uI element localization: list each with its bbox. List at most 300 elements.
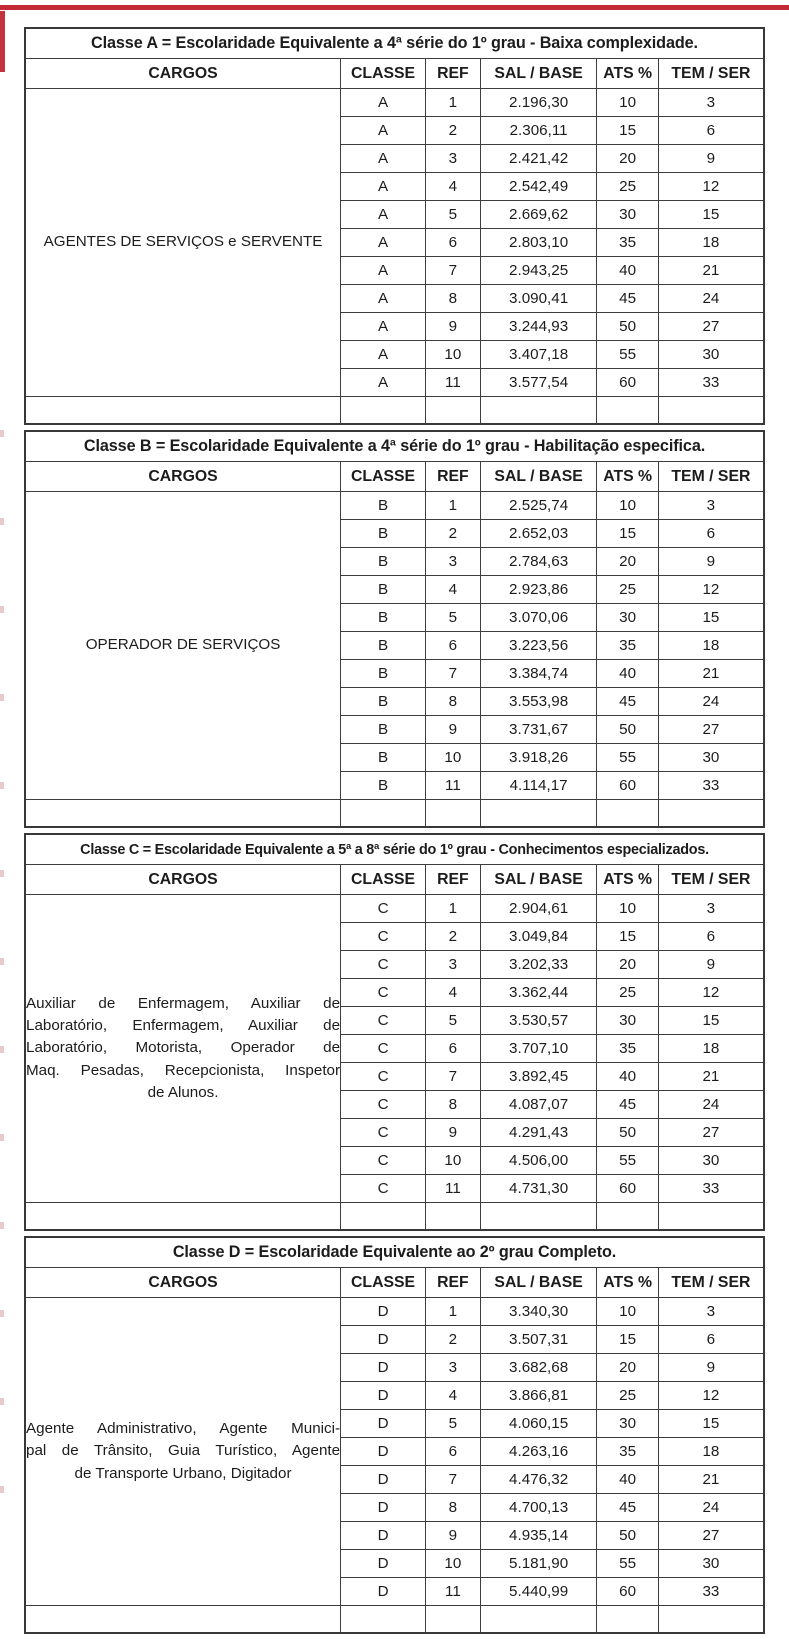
table-row (25, 492, 764, 520)
cell-classe: C (341, 923, 426, 951)
cell-ref: 9 (426, 1119, 481, 1147)
empty-cell (480, 800, 597, 828)
cell-sal-base: 2.803,10 (480, 229, 597, 257)
cell-classe: A (341, 117, 426, 145)
empty-cell (25, 1606, 341, 1634)
cell-ats: 30 (597, 201, 658, 229)
cell-sal-base: 3.362,44 (480, 979, 597, 1007)
cell-sal-base: 2.923,86 (480, 576, 597, 604)
cell-classe: C (341, 1063, 426, 1091)
cell-tem-ser: 21 (658, 1466, 764, 1494)
cell-sal-base: 4.263,16 (480, 1438, 597, 1466)
table-header-row (25, 865, 764, 895)
cell-ref: 8 (426, 1091, 481, 1119)
scan-edge-artifacts (0, 430, 4, 1560)
column-header-sal-base: SAL / BASE (480, 1268, 597, 1298)
empty-cell (426, 800, 481, 828)
cell-ref: 7 (426, 1063, 481, 1091)
cell-sal-base: 3.731,67 (480, 716, 597, 744)
cell-classe: A (341, 89, 426, 117)
cell-ref: 10 (426, 744, 481, 772)
empty-cell (480, 1203, 597, 1231)
empty-cell (597, 1606, 658, 1634)
cell-ats: 15 (597, 117, 658, 145)
cell-ats: 50 (597, 313, 658, 341)
cell-tem-ser: 18 (658, 1035, 764, 1063)
cell-sal-base: 3.090,41 (480, 285, 597, 313)
column-header-tem-ser: TEM / SER (658, 59, 764, 89)
column-header-tem-ser: TEM / SER (658, 462, 764, 492)
cell-classe: D (341, 1326, 426, 1354)
empty-cell (426, 1606, 481, 1634)
table-title-classe-c: Classe C = Escolaridade Equivalente a 5ª a 8ª série do 1º grau - Conhecimentos especializados. (25, 834, 764, 865)
cell-sal-base: 2.904,61 (480, 895, 597, 923)
empty-cell (426, 1203, 481, 1231)
cell-sal-base: 3.384,74 (480, 660, 597, 688)
cell-sal-base: 4.506,00 (480, 1147, 597, 1175)
cell-ats: 40 (597, 257, 658, 285)
cell-sal-base: 3.223,56 (480, 632, 597, 660)
empty-row (25, 800, 764, 828)
table-title-row (25, 28, 764, 59)
column-header-ats: ATS % (597, 59, 658, 89)
cell-ref: 9 (426, 313, 481, 341)
cell-classe: C (341, 895, 426, 923)
empty-cell (25, 1203, 341, 1231)
cell-ats: 25 (597, 173, 658, 201)
cell-tem-ser: 9 (658, 145, 764, 173)
cell-ats: 60 (597, 1578, 658, 1606)
cell-classe: D (341, 1298, 426, 1326)
cell-tem-ser: 3 (658, 89, 764, 117)
cell-sal-base: 3.202,33 (480, 951, 597, 979)
cell-tem-ser: 33 (658, 1175, 764, 1203)
cell-tem-ser: 30 (658, 1550, 764, 1578)
cell-tem-ser: 12 (658, 1382, 764, 1410)
cell-ref: 6 (426, 1035, 481, 1063)
cell-ats: 20 (597, 951, 658, 979)
cell-tem-ser: 9 (658, 951, 764, 979)
cell-ats: 45 (597, 285, 658, 313)
cell-classe: A (341, 285, 426, 313)
cell-tem-ser: 27 (658, 313, 764, 341)
cell-ats: 15 (597, 1326, 658, 1354)
cell-classe: B (341, 520, 426, 548)
empty-cell (25, 800, 341, 828)
empty-cell (658, 800, 764, 828)
cell-tem-ser: 18 (658, 632, 764, 660)
column-header-sal-base: SAL / BASE (480, 462, 597, 492)
cell-sal-base: 4.731,30 (480, 1175, 597, 1203)
cell-ref: 4 (426, 576, 481, 604)
cell-ref: 1 (426, 89, 481, 117)
table-header-row (25, 59, 764, 89)
cell-ats: 45 (597, 688, 658, 716)
salary-table-classe-b (24, 430, 765, 828)
cell-ref: 3 (426, 1354, 481, 1382)
cell-ats: 55 (597, 1147, 658, 1175)
table-title-classe-a: Classe A = Escolaridade Equivalente a 4ª série do 1º grau - Baixa complexidade. (25, 28, 764, 59)
cell-sal-base: 2.525,74 (480, 492, 597, 520)
cell-tem-ser: 18 (658, 229, 764, 257)
cell-sal-base: 2.542,49 (480, 173, 597, 201)
cell-classe: A (341, 313, 426, 341)
table-title-row (25, 431, 764, 462)
cell-tem-ser: 15 (658, 1410, 764, 1438)
cell-ref: 4 (426, 173, 481, 201)
column-header-ref: REF (426, 59, 481, 89)
cell-classe: D (341, 1354, 426, 1382)
table-title-classe-b: Classe B = Escolaridade Equivalente a 4ª série do 1º grau - Habilitação especifica. (25, 431, 764, 462)
cell-ref: 1 (426, 1298, 481, 1326)
cell-tem-ser: 3 (658, 1298, 764, 1326)
cell-ref: 11 (426, 1578, 481, 1606)
cell-classe: D (341, 1410, 426, 1438)
cell-ref: 1 (426, 895, 481, 923)
cell-ats: 25 (597, 576, 658, 604)
cell-ats: 30 (597, 604, 658, 632)
cell-ats: 40 (597, 660, 658, 688)
empty-cell (597, 397, 658, 425)
cargos-line: Agente Administrativo, Agente Munici- (26, 1420, 341, 1438)
cell-classe: A (341, 341, 426, 369)
cell-tem-ser: 27 (658, 1522, 764, 1550)
cell-classe: B (341, 744, 426, 772)
cell-classe: C (341, 1007, 426, 1035)
cell-sal-base: 2.652,03 (480, 520, 597, 548)
cargos-line: de Transporte Urbano, Digitador (74, 1464, 292, 1482)
cell-ref: 7 (426, 257, 481, 285)
cell-ats: 20 (597, 145, 658, 173)
cell-ats: 15 (597, 923, 658, 951)
column-header-sal-base: SAL / BASE (480, 59, 597, 89)
cell-tem-ser: 6 (658, 117, 764, 145)
cell-classe: C (341, 1091, 426, 1119)
cell-ref: 11 (426, 369, 481, 397)
cell-ref: 8 (426, 688, 481, 716)
cell-classe: B (341, 660, 426, 688)
empty-cell (597, 1203, 658, 1231)
cell-ref: 10 (426, 1550, 481, 1578)
column-header-classe: CLASSE (341, 462, 426, 492)
table-title-row (25, 1237, 764, 1268)
cell-ats: 40 (597, 1063, 658, 1091)
cell-tem-ser: 33 (658, 1578, 764, 1606)
cell-ats: 30 (597, 1410, 658, 1438)
cell-ref: 10 (426, 1147, 481, 1175)
cell-ats: 45 (597, 1494, 658, 1522)
cell-tem-ser: 12 (658, 576, 764, 604)
table-title-row (25, 834, 764, 865)
cell-ref: 1 (426, 492, 481, 520)
column-header-cargos: CARGOS (25, 1268, 341, 1298)
cell-ref: 3 (426, 145, 481, 173)
cell-ats: 10 (597, 89, 658, 117)
cell-ref: 8 (426, 285, 481, 313)
cell-sal-base: 4.291,43 (480, 1119, 597, 1147)
column-header-cargos: CARGOS (25, 865, 341, 895)
cell-classe: B (341, 604, 426, 632)
salary-table-classe-c (24, 833, 765, 1231)
cell-classe: C (341, 1175, 426, 1203)
cell-classe: D (341, 1466, 426, 1494)
empty-cell (597, 800, 658, 828)
cell-ats: 60 (597, 369, 658, 397)
cell-classe: B (341, 548, 426, 576)
cell-sal-base: 2.306,11 (480, 117, 597, 145)
red-top-rule (0, 5, 789, 10)
cell-classe: D (341, 1438, 426, 1466)
cargos-line: Laboratório, Enfermagem, Auxiliar de (26, 1017, 341, 1035)
cell-sal-base: 4.700,13 (480, 1494, 597, 1522)
empty-row (25, 397, 764, 425)
cell-sal-base: 4.476,32 (480, 1466, 597, 1494)
cargos-line: AGENTES DE SERVIÇOS e SERVENTE (43, 233, 323, 251)
cell-tem-ser: 9 (658, 548, 764, 576)
salary-table-classe-d (24, 1236, 765, 1634)
table-row (25, 895, 764, 923)
cell-sal-base: 2.943,25 (480, 257, 597, 285)
cell-sal-base: 3.049,84 (480, 923, 597, 951)
cell-ref: 2 (426, 117, 481, 145)
cell-sal-base: 3.070,06 (480, 604, 597, 632)
table-title-classe-d: Classe D = Escolaridade Equivalente ao 2º grau Completo. (25, 1237, 764, 1268)
cell-ref: 11 (426, 1175, 481, 1203)
cell-classe: C (341, 951, 426, 979)
empty-cell (480, 397, 597, 425)
cargos-line: Maq. Pesadas, Recepcionista, Inspetor (26, 1061, 341, 1079)
empty-row (25, 1606, 764, 1634)
cell-classe: C (341, 1119, 426, 1147)
cell-ref: 9 (426, 716, 481, 744)
cell-ref: 4 (426, 1382, 481, 1410)
cell-ref: 10 (426, 341, 481, 369)
cell-ats: 50 (597, 1522, 658, 1550)
cell-ref: 6 (426, 632, 481, 660)
cell-ats: 45 (597, 1091, 658, 1119)
cell-ref: 2 (426, 923, 481, 951)
cell-sal-base: 3.918,26 (480, 744, 597, 772)
table-row (25, 1298, 764, 1326)
column-header-ref: REF (426, 1268, 481, 1298)
empty-cell (658, 397, 764, 425)
column-header-cargos: CARGOS (25, 462, 341, 492)
cell-ref: 3 (426, 951, 481, 979)
cell-ref: 7 (426, 660, 481, 688)
cell-tem-ser: 9 (658, 1354, 764, 1382)
cell-sal-base: 3.407,18 (480, 341, 597, 369)
cell-sal-base: 3.892,45 (480, 1063, 597, 1091)
cell-ref: 2 (426, 520, 481, 548)
cell-ats: 10 (597, 492, 658, 520)
cell-tem-ser: 24 (658, 1494, 764, 1522)
cell-sal-base: 4.114,17 (480, 772, 597, 800)
cell-tem-ser: 27 (658, 716, 764, 744)
column-header-ats: ATS % (597, 865, 658, 895)
cell-ats: 20 (597, 548, 658, 576)
cell-classe: A (341, 145, 426, 173)
cell-classe: A (341, 257, 426, 285)
cell-tem-ser: 12 (658, 173, 764, 201)
cell-tem-ser: 21 (658, 660, 764, 688)
cell-classe: B (341, 632, 426, 660)
cell-ref: 7 (426, 1466, 481, 1494)
cell-tem-ser: 6 (658, 1326, 764, 1354)
cell-tem-ser: 24 (658, 1091, 764, 1119)
column-header-ats: ATS % (597, 1268, 658, 1298)
cell-classe: C (341, 1147, 426, 1175)
cell-sal-base: 3.553,98 (480, 688, 597, 716)
cell-sal-base: 3.577,54 (480, 369, 597, 397)
cargos-line: Laboratório, Motorista, Operador de (26, 1039, 341, 1057)
salary-table-classe-a (24, 27, 765, 425)
cell-classe: C (341, 1035, 426, 1063)
cell-ref: 5 (426, 201, 481, 229)
cell-ats: 35 (597, 1035, 658, 1063)
cell-ats: 55 (597, 341, 658, 369)
column-header-ats: ATS % (597, 462, 658, 492)
cell-ref: 11 (426, 772, 481, 800)
table-row (25, 89, 764, 117)
cargos-line: pal de Trânsito, Guia Turístico, Agente (26, 1442, 341, 1460)
cell-ats: 50 (597, 1119, 658, 1147)
cell-sal-base: 2.669,62 (480, 201, 597, 229)
cell-tem-ser: 6 (658, 520, 764, 548)
cargos-line: Auxiliar de Enfermagem, Auxiliar de (26, 995, 341, 1013)
cell-tem-ser: 30 (658, 1147, 764, 1175)
cargos-cell (25, 895, 341, 1203)
column-header-ref: REF (426, 462, 481, 492)
salary-tables-sheet (24, 27, 765, 1639)
cell-tem-ser: 6 (658, 923, 764, 951)
cell-ref: 8 (426, 1494, 481, 1522)
cell-ats: 40 (597, 1466, 658, 1494)
cell-sal-base: 4.060,15 (480, 1410, 597, 1438)
cell-ref: 6 (426, 1438, 481, 1466)
column-header-cargos: CARGOS (25, 59, 341, 89)
cell-tem-ser: 12 (658, 979, 764, 1007)
cargos-cell (25, 492, 341, 800)
cell-ats: 50 (597, 716, 658, 744)
empty-cell (341, 397, 426, 425)
column-header-tem-ser: TEM / SER (658, 865, 764, 895)
table-header-row (25, 462, 764, 492)
cell-classe: A (341, 229, 426, 257)
cell-classe: D (341, 1522, 426, 1550)
cell-tem-ser: 30 (658, 341, 764, 369)
cell-tem-ser: 33 (658, 772, 764, 800)
cell-sal-base: 5.181,90 (480, 1550, 597, 1578)
cell-classe: B (341, 576, 426, 604)
cell-ats: 55 (597, 744, 658, 772)
cell-tem-ser: 24 (658, 688, 764, 716)
cell-classe: B (341, 492, 426, 520)
cell-classe: B (341, 772, 426, 800)
cell-classe: C (341, 979, 426, 1007)
cargos-cell (25, 1298, 341, 1606)
cell-classe: B (341, 716, 426, 744)
cell-ats: 30 (597, 1007, 658, 1035)
cell-sal-base: 5.440,99 (480, 1578, 597, 1606)
cell-sal-base: 3.507,31 (480, 1326, 597, 1354)
cell-sal-base: 4.087,07 (480, 1091, 597, 1119)
cell-sal-base: 2.421,42 (480, 145, 597, 173)
cell-tem-ser: 15 (658, 604, 764, 632)
cargos-line: de Alunos. (147, 1083, 219, 1101)
cell-tem-ser: 27 (658, 1119, 764, 1147)
cell-ats: 10 (597, 1298, 658, 1326)
cell-classe: D (341, 1494, 426, 1522)
column-header-ref: REF (426, 865, 481, 895)
cell-sal-base: 3.866,81 (480, 1382, 597, 1410)
cell-sal-base: 3.340,30 (480, 1298, 597, 1326)
cell-tem-ser: 30 (658, 744, 764, 772)
cell-classe: A (341, 201, 426, 229)
cell-ats: 55 (597, 1550, 658, 1578)
cell-sal-base: 3.244,93 (480, 313, 597, 341)
cargos-line: OPERADOR DE SERVIÇOS (85, 636, 281, 654)
cell-tem-ser: 3 (658, 895, 764, 923)
cell-tem-ser: 21 (658, 1063, 764, 1091)
cell-sal-base: 3.682,68 (480, 1354, 597, 1382)
cell-ref: 2 (426, 1326, 481, 1354)
cell-classe: D (341, 1578, 426, 1606)
cell-tem-ser: 15 (658, 201, 764, 229)
cell-ref: 5 (426, 1007, 481, 1035)
column-header-sal-base: SAL / BASE (480, 865, 597, 895)
empty-cell (341, 1203, 426, 1231)
cell-ref: 9 (426, 1522, 481, 1550)
cell-tem-ser: 18 (658, 1438, 764, 1466)
cell-ats: 25 (597, 979, 658, 1007)
empty-cell (658, 1203, 764, 1231)
red-left-margin-mark (0, 11, 5, 72)
cell-sal-base: 2.784,63 (480, 548, 597, 576)
cell-classe: D (341, 1382, 426, 1410)
cell-ats: 25 (597, 1382, 658, 1410)
empty-row (25, 1203, 764, 1231)
cell-tem-ser: 21 (658, 257, 764, 285)
cell-sal-base: 3.707,10 (480, 1035, 597, 1063)
column-header-classe: CLASSE (341, 59, 426, 89)
column-header-classe: CLASSE (341, 865, 426, 895)
cell-ats: 15 (597, 520, 658, 548)
cell-ref: 5 (426, 1410, 481, 1438)
cell-ats: 35 (597, 229, 658, 257)
cargos-cell (25, 89, 341, 397)
cell-classe: D (341, 1550, 426, 1578)
cell-ats: 60 (597, 1175, 658, 1203)
cell-ats: 35 (597, 632, 658, 660)
empty-cell (658, 1606, 764, 1634)
column-header-tem-ser: TEM / SER (658, 1268, 764, 1298)
empty-cell (25, 397, 341, 425)
cell-ats: 10 (597, 895, 658, 923)
cell-sal-base: 2.196,30 (480, 89, 597, 117)
cell-sal-base: 4.935,14 (480, 1522, 597, 1550)
empty-cell (480, 1606, 597, 1634)
empty-cell (341, 800, 426, 828)
table-header-row (25, 1268, 764, 1298)
cell-tem-ser: 33 (658, 369, 764, 397)
empty-cell (341, 1606, 426, 1634)
cell-ref: 6 (426, 229, 481, 257)
cell-sal-base: 3.530,57 (480, 1007, 597, 1035)
cell-ats: 20 (597, 1354, 658, 1382)
cell-tem-ser: 15 (658, 1007, 764, 1035)
cell-ref: 5 (426, 604, 481, 632)
cell-ref: 3 (426, 548, 481, 576)
